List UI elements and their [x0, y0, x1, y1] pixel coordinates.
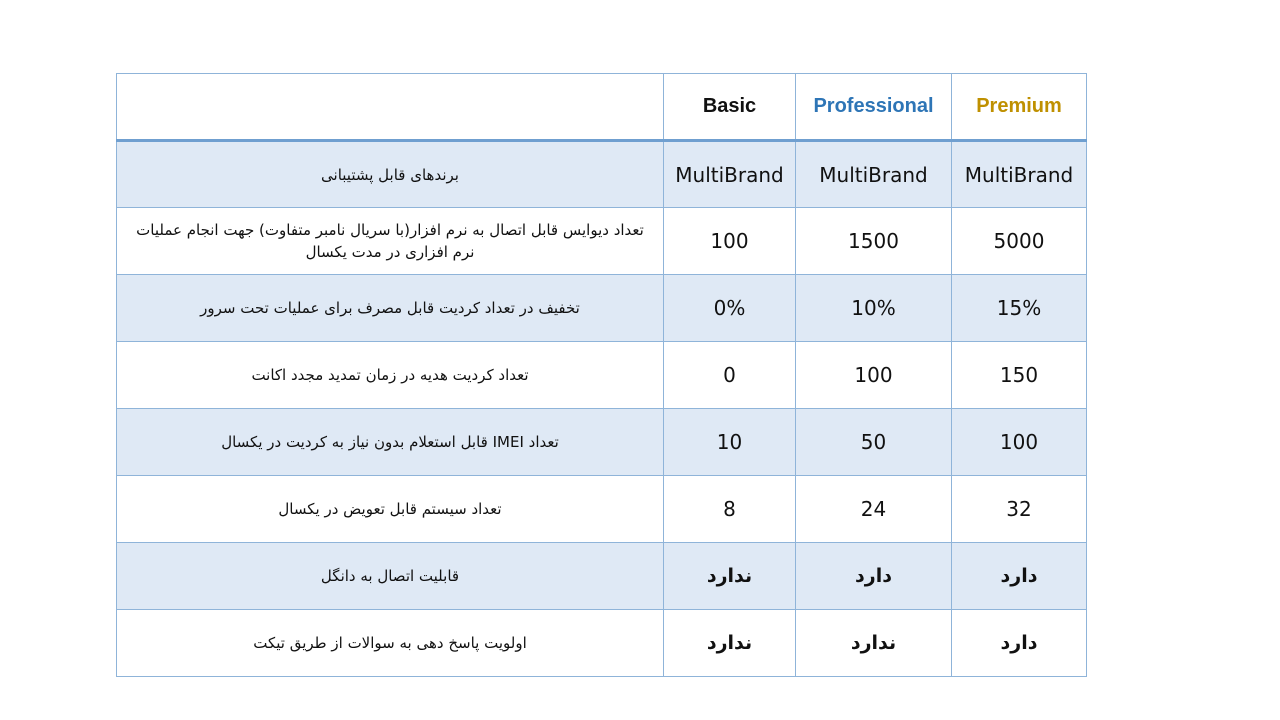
table-row [117, 208, 1087, 275]
professional-value: 100 [796, 342, 952, 409]
premium-value: 15% [952, 275, 1087, 342]
basic-value: 0 [664, 342, 796, 409]
professional-value: دارد [796, 543, 952, 610]
professional-value: 24 [796, 476, 952, 543]
table-row [117, 141, 1087, 208]
table-row [117, 543, 1087, 610]
professional-value: 10% [796, 275, 952, 342]
basic-value: ندارد [664, 543, 796, 610]
premium-value: 32 [952, 476, 1087, 543]
feature-label: تعداد IMEI قابل استعلام بدون نیاز به کردیت در یکسال [117, 409, 664, 476]
professional-value: ندارد [796, 610, 952, 677]
feature-label: تعداد کردیت هدیه در زمان تمدید مجدد اکانت [117, 342, 664, 409]
header-premium: Premium [952, 74, 1087, 141]
premium-value: MultiBrand [952, 141, 1087, 208]
table-row [117, 610, 1087, 677]
feature-label: تعداد دیوایس قابل اتصال به نرم افزار(با سریال نامبر متفاوت) جهت انجام عملیات نرم افزاری در مدت یکسال [117, 208, 664, 275]
table-row [117, 409, 1087, 476]
header-feature-cell [117, 74, 664, 141]
premium-value: 100 [952, 409, 1087, 476]
feature-label: برندهای قابل پشتیبانی [117, 141, 664, 208]
plan-comparison-table [116, 73, 1087, 677]
table-header-row [117, 74, 1087, 141]
feature-label: قابلیت اتصال به دانگل [117, 543, 664, 610]
premium-value: دارد [952, 610, 1087, 677]
premium-value: 150 [952, 342, 1087, 409]
table-row [117, 342, 1087, 409]
table-row [117, 476, 1087, 543]
feature-label: تعداد سیستم قابل تعویض در یکسال [117, 476, 664, 543]
basic-value: 8 [664, 476, 796, 543]
basic-value: 10 [664, 409, 796, 476]
basic-value: 100 [664, 208, 796, 275]
table-row [117, 275, 1087, 342]
professional-value: MultiBrand [796, 141, 952, 208]
header-basic: Basic [664, 74, 796, 141]
feature-label: تخفیف در تعداد کردیت قابل مصرف برای عملیات تحت سرور [117, 275, 664, 342]
basic-value: MultiBrand [664, 141, 796, 208]
premium-value: دارد [952, 543, 1087, 610]
header-professional: Professional [796, 74, 952, 141]
professional-value: 1500 [796, 208, 952, 275]
basic-value: 0% [664, 275, 796, 342]
basic-value: ندارد [664, 610, 796, 677]
premium-value: 5000 [952, 208, 1087, 275]
professional-value: 50 [796, 409, 952, 476]
feature-label: اولویت پاسخ دهی به سوالات از طریق تیکت [117, 610, 664, 677]
